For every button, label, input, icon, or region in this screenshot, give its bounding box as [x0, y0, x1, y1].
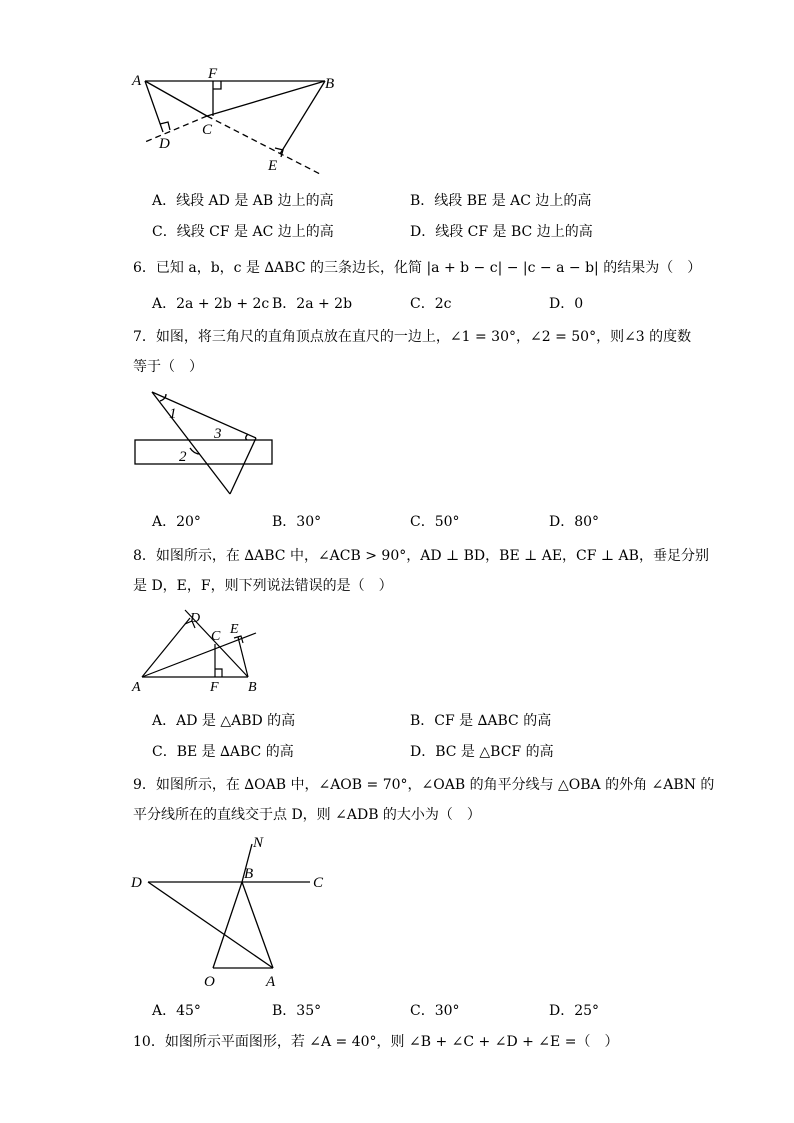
q9-option-c[interactable]: C．30°: [410, 1003, 460, 1019]
q5-option-d[interactable]: D．线段 CF 是 BC 边上的高: [410, 224, 593, 240]
q5-label-d: D: [159, 136, 170, 152]
q9-label-d: D: [131, 875, 142, 891]
q6-option-c[interactable]: C．2c: [410, 296, 452, 312]
q6-option-b[interactable]: B．2a + 2b: [272, 296, 353, 312]
q9-label-n: N: [253, 835, 264, 851]
q8-label-c: C: [211, 629, 221, 644]
q8-stem-line2: 是 D，E，F，则下列说法错误的是（ ）: [133, 578, 393, 594]
q6-stem: 6．已知 a，b，c 是 ∆ABC 的三条边长，化简 |a + b − c| − |c − a − b| 的结果为（ ）: [133, 260, 702, 276]
q7-stem-line1: 7．如图，将三角尺的直角顶点放在直尺的一边上，∠1 = 30°，∠2 = 50°，则∠3 的度数: [133, 329, 692, 345]
q8-figure: [130, 608, 265, 696]
q9-option-b[interactable]: B．35°: [272, 1003, 322, 1019]
q7-angle-3: 3: [214, 426, 222, 442]
q5-figure: [125, 62, 335, 177]
q9-stem-line2: 平分线所在的直线交于点 D，则 ∠ADB 的大小为（ ）: [133, 807, 481, 823]
q8-label-e: E: [230, 622, 239, 637]
q8-label-f: F: [210, 680, 219, 695]
q5-option-c[interactable]: C．线段 CF 是 AC 边上的高: [152, 224, 334, 240]
q9-label-a: A: [266, 974, 276, 990]
q9-option-a[interactable]: A．45°: [152, 1003, 201, 1019]
q8-option-d[interactable]: D．BC 是 △BCF 的高: [410, 744, 554, 760]
q5-option-a[interactable]: A．线段 AD 是 AB 边上的高: [152, 193, 334, 209]
q7-angle-1: 1: [169, 406, 177, 422]
q9-stem-line1: 9．如图所示，在 ∆OAB 中，∠AOB = 70°，∠OAB 的角平分线与 △OBA 的外角 ∠ABN 的: [133, 777, 715, 793]
q5-option-b[interactable]: B．线段 BE 是 AC 边上的高: [410, 193, 592, 209]
q7-figure: [130, 388, 280, 500]
q5-label-e: E: [268, 158, 278, 174]
q10-stem: 10．如图所示平面图形，若 ∠A = 40°，则 ∠B + ∠C + ∠D + ∠E =（ ）: [133, 1034, 619, 1050]
q8-option-c[interactable]: C．BE 是 ∆ABC 的高: [152, 744, 294, 760]
q6-option-a[interactable]: A．2a + 2b + 2c: [152, 296, 270, 312]
q9-label-c: C: [313, 875, 324, 891]
q8-label-d: D: [190, 611, 201, 626]
q7-stem-line2: 等于（ ）: [133, 359, 203, 375]
q8-label-b: B: [248, 680, 257, 695]
q7-option-a[interactable]: A．20°: [152, 514, 201, 530]
q8-option-a[interactable]: A．AD 是 △ABD 的高: [152, 713, 296, 729]
q5-label-b: B: [325, 76, 335, 92]
q5-label-f: F: [208, 66, 218, 82]
q5-label-a: A: [132, 73, 142, 89]
q9-figure: [128, 832, 333, 992]
q8-label-a: A: [132, 680, 141, 695]
q8-option-b[interactable]: B．CF 是 ∆ABC 的高: [410, 713, 552, 729]
q7-angle-2: 2: [179, 449, 187, 465]
q9-label-b: B: [244, 866, 254, 882]
q7-option-b[interactable]: B．30°: [272, 514, 322, 530]
q9-label-o: O: [204, 974, 215, 990]
q6-option-d[interactable]: D．0: [549, 296, 584, 312]
q5-label-c: C: [202, 122, 213, 138]
q7-option-c[interactable]: C．50°: [410, 514, 460, 530]
q9-option-d[interactable]: D．25°: [549, 1003, 600, 1019]
q8-stem-line1: 8．如图所示，在 ∆ABC 中，∠ACB > 90°，AD ⊥ BD，BE ⊥ AE，CF ⊥ AB，垂足分别: [133, 548, 709, 564]
q7-option-d[interactable]: D．80°: [549, 514, 600, 530]
